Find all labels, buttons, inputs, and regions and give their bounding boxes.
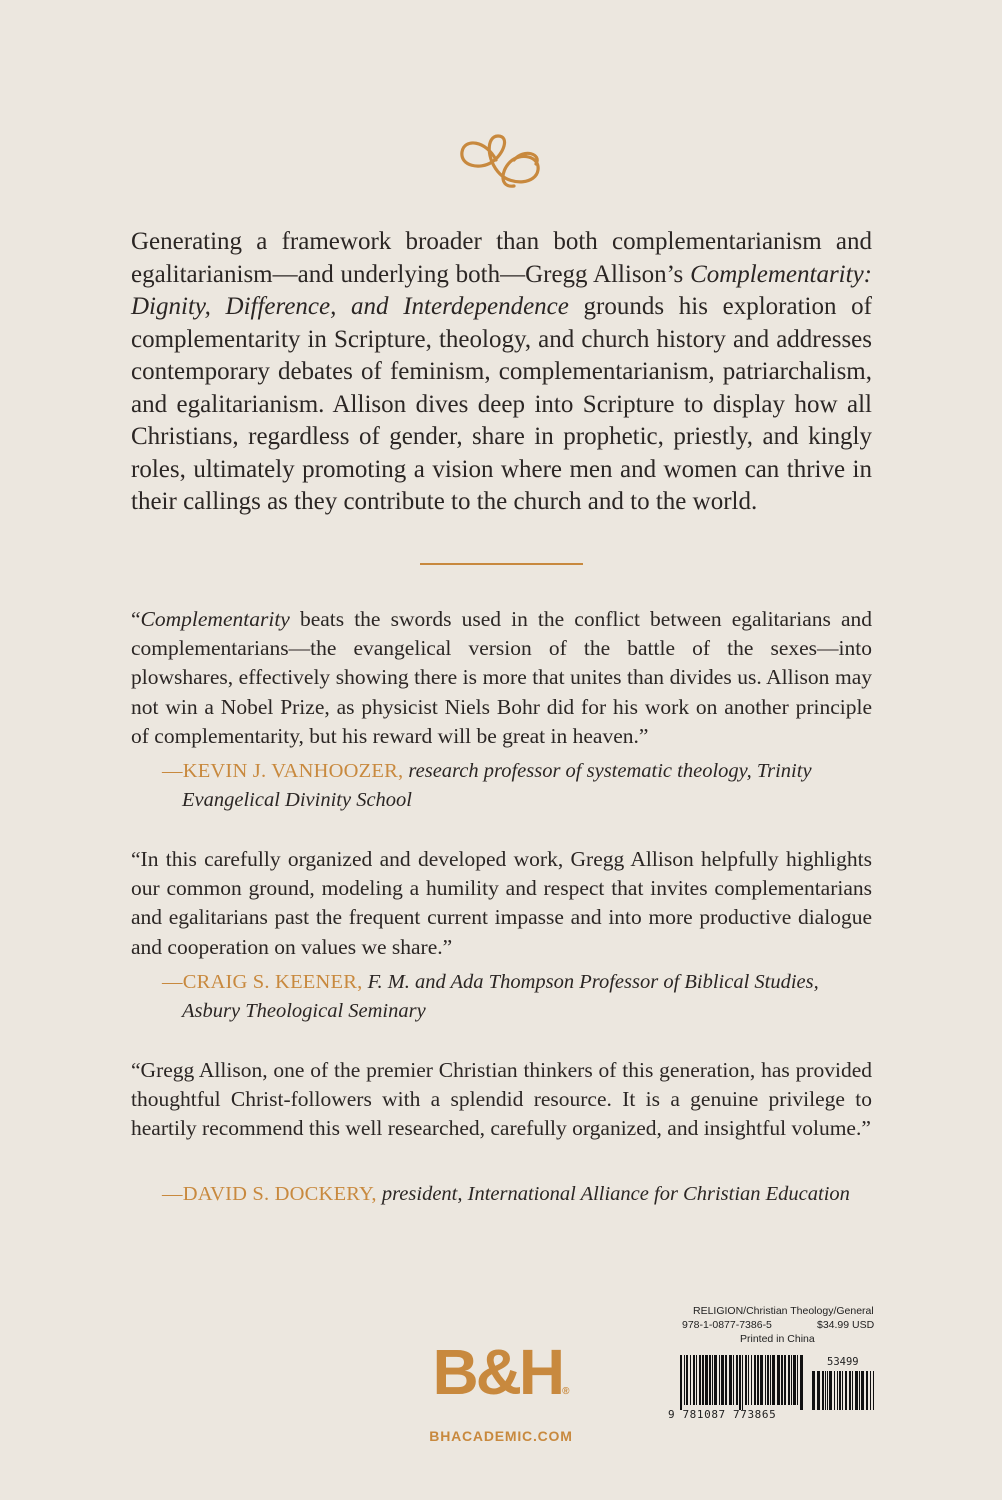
bisac-category: RELIGION/Christian Theology/General [693, 1305, 874, 1317]
price-code: 53499 [827, 1356, 859, 1368]
book-title: Complementarity: Dignity, Difference, and Interdependence [131, 260, 872, 320]
endorsement-quote: “In this carefully organized and developed work, Gregg Allison helpfully highlights our common ground, modeling a humility and respect that invites complementarians and egalitarians past the frequent current impasse and into more productive dialogue and cooperation on values we share.” [131, 847, 872, 959]
endorsement-quote: “Gregg Allison, one of the premier Christian thinkers of this generation, has provided thoughtful Christ-followers with a splendid resource. It is a genuine privilege to heartily recommend this well researched, carefully organized, and insightful volume.” [131, 1058, 872, 1141]
publisher-website: BHACADEMIC.COM [429, 1428, 573, 1444]
endorser-name: —CRAIG S. KEENER, [162, 971, 363, 993]
price: $34.99 USD [817, 1319, 875, 1331]
endorsement-attribution: —KEVIN J. VANHOOZER, research professor of systematic theology, Trinity Evangelical Divinity School [162, 760, 812, 812]
barcode-block [668, 1305, 880, 1421]
publisher-logo: B&H® BHACADEMIC.COM [415, 1340, 587, 1426]
endorser-name: —DAVID S. DOCKERY, [162, 1183, 377, 1205]
endorser-name: —KEVIN J. VANHOOZER, [162, 760, 404, 782]
isbn: 978-1-0877-7386-5 [682, 1319, 772, 1331]
book-description: Generating a framework broader than both complementarianism and egalitarianism—and underlying both—Gregg Allison’s Complementarity: Dignity, Difference, and Interdependence grounds his exploration of complementarity in Scripture, theology, and church history and addresses contemporary debates of feminism, complementarianism, patriarchalism, and egalitarianism. Allison dives deep into Scripture to display how all Christians, regardless of gender, share in prophetic, priestly, and kingly roles, ultimately promoting a vision where men and women can thrive in their callings as they contribute to the church and to the world. [131, 228, 872, 515]
printed-in: Printed in China [740, 1333, 815, 1345]
barcode-digits: 9 781087 773865 [668, 1408, 777, 1421]
endorsement-attribution: —CRAIG S. KEENER, F. M. and Ada Thompson Professor of Biblical Studies, Asbury Theological Seminary [162, 971, 819, 1023]
endorsement-attribution: —DAVID S. DOCKERY, president, International Alliance for Christian Education [162, 1183, 850, 1205]
knot-ornament-icon [456, 130, 546, 192]
divider [420, 563, 583, 565]
endorsement-quote: “Complementarity beats the swords used in the conflict between egalitarians and complementarians—the evangelical version of the battle of the sexes—into plowshares, effectively showing there is more that unites than divides us. Allison may not win a Nobel Prize, as physicist Niels Bohr did for his work on another principle of complementarity, but his reward will be great in heaven.” [131, 607, 872, 748]
